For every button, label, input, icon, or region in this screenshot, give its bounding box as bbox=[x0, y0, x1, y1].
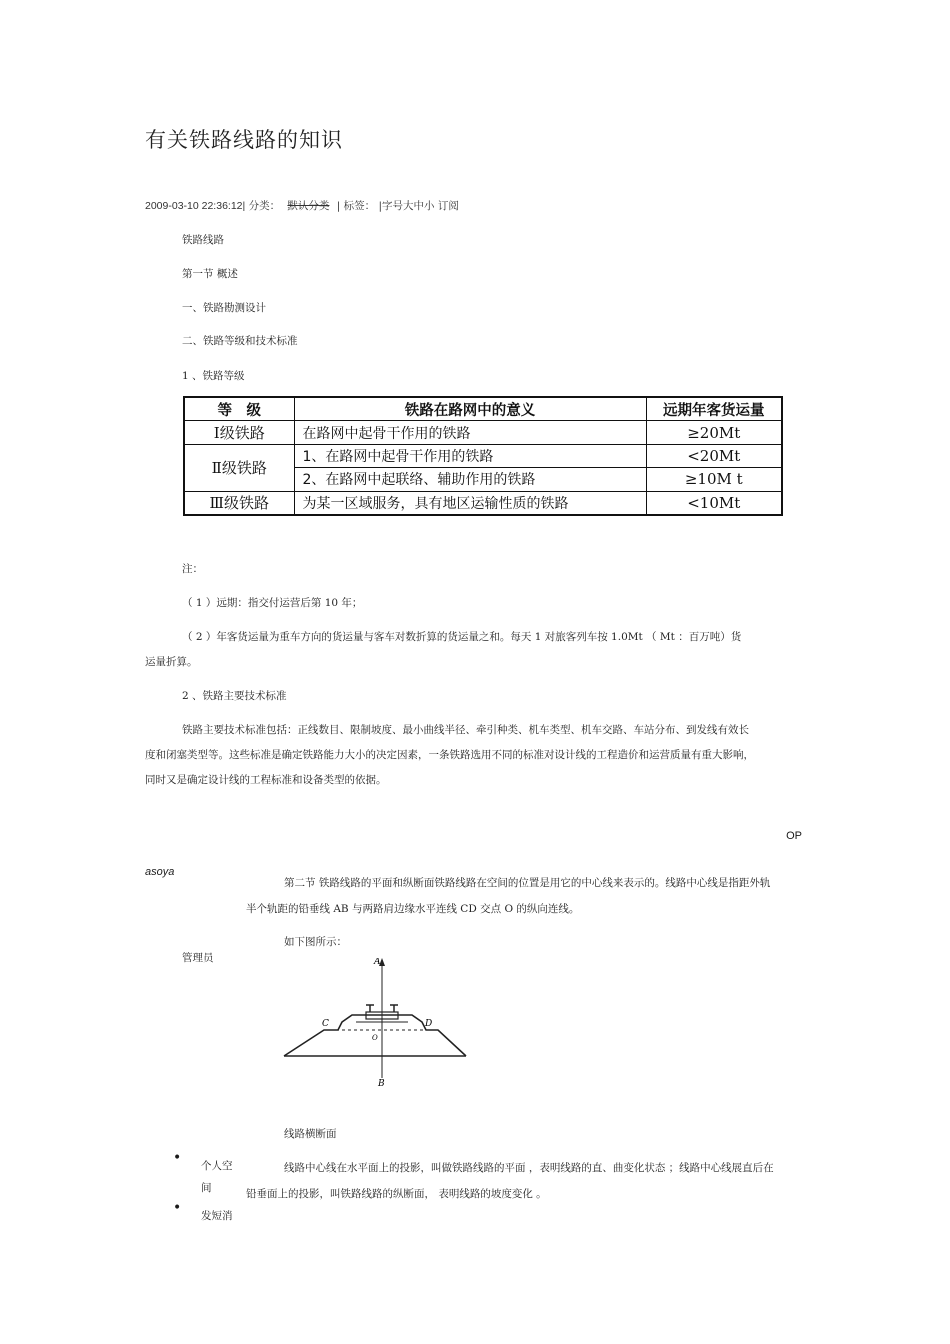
outline-item-1: 一、铁路勘测设计 bbox=[182, 302, 266, 314]
sidebar-username[interactable]: asoya bbox=[145, 866, 175, 878]
chapter-heading: 铁路线路 bbox=[182, 234, 224, 246]
sidebar-role: 管理员 bbox=[182, 952, 214, 964]
meaning-cell: 2、在路网中起联络、辅助作用的铁路 bbox=[294, 468, 646, 491]
note-1: （ 1 ）远期：指交付运营后第 10 年； bbox=[182, 597, 363, 609]
op-label: OP bbox=[786, 830, 802, 842]
meaning-cell: 1、在路网中起骨干作用的铁路 bbox=[294, 444, 646, 467]
figure-caption: 线路横断面 bbox=[284, 1128, 337, 1140]
cross-section-diagram bbox=[280, 958, 470, 1088]
section1-heading: 第一节 概述 bbox=[182, 268, 238, 280]
grade-cell: Ⅲ级铁路 bbox=[184, 491, 294, 515]
section2-text-1: 线路中心线在水平面上的投影，叫做铁路线路的平面 ，表明线路的直、曲变化状态 ；线路中心线展直后在 bbox=[284, 1162, 774, 1174]
label-c: C bbox=[322, 1019, 329, 1029]
meaning-cell: 为某一区域服务，具有地区运输性质的铁路 bbox=[294, 491, 646, 515]
label-o: O bbox=[372, 1034, 378, 1042]
category-label: 分类： bbox=[248, 200, 281, 212]
sidebar-link-space-1[interactable]: 个人空 bbox=[201, 1160, 233, 1172]
volume-cell: <10Mt bbox=[646, 491, 782, 515]
table-header-row bbox=[184, 397, 782, 421]
table-header: 等 级 bbox=[184, 397, 294, 421]
meaning-cell: 在路网中起骨干作用的铁路 bbox=[294, 421, 646, 444]
tags-and-font-size[interactable]: | 标签： |字号大中小 订阅 bbox=[336, 200, 459, 212]
section2-line-1: 第二节 铁路线路的平面和纵断面铁路线路在空间的位置是用它的中心线来表示的。线路中心线是指距外轨 bbox=[284, 877, 771, 889]
page-title: 有关铁路线路的知识 bbox=[145, 128, 343, 152]
label-d: D bbox=[425, 1019, 433, 1029]
post-meta bbox=[145, 198, 459, 213]
grade-cell: Ⅱ级铁路 bbox=[184, 444, 294, 491]
figure-intro: 如下图所示： bbox=[284, 936, 347, 948]
notes-label: 注： bbox=[182, 563, 203, 575]
sidebar-link-message[interactable]: 发短消 bbox=[201, 1210, 233, 1222]
railway-grade-table bbox=[183, 396, 783, 516]
post-datetime: 2009-03-10 22:36:12| bbox=[145, 200, 246, 212]
standards-line-2: 度和闭塞类型等。这些标准是确定铁路能力大小的决定因素，一条铁路选用不同的标准对设计线的工程造价和运营质量有重大影响， bbox=[145, 749, 754, 761]
label-a: A bbox=[374, 958, 381, 967]
outline-item-2: 二、铁路等级和技术标准 bbox=[182, 335, 298, 347]
label-b: B bbox=[378, 1079, 385, 1088]
note-2-line-1: （ 2 ）年客货运量为重车方向的货运量与客车对数折算的货运量之和。每天 1 对旅客列车按 1.0Mt （ Mt ：百万吨）货 bbox=[182, 631, 742, 643]
subheading-standards: 2 、铁路主要技术标准 bbox=[182, 690, 287, 702]
note-2-line-2: 运量折算。 bbox=[145, 656, 198, 668]
standards-line-3: 同时又是确定设计线的工程标准和设备类型的依据。 bbox=[145, 774, 387, 786]
table-row bbox=[184, 444, 782, 467]
table-header: 远期年客货运量 bbox=[646, 397, 782, 421]
category-link[interactable]: 默认分类 bbox=[287, 200, 330, 212]
volume-cell: ≥10M t bbox=[646, 468, 782, 491]
grade-cell: Ⅰ级铁路 bbox=[184, 421, 294, 444]
volume-cell: <20Mt bbox=[646, 444, 782, 467]
section2-line-2: 半个轨距的铅垂线 AB 与两路肩边缘水平连线 CD 交点 O 的纵向连线。 bbox=[246, 903, 580, 915]
standards-line-1: 铁路主要技术标准包括：正线数目、限制坡度、最小曲线半径、牵引种类、机车类型、机车交路、车站分布、到发线有效长 bbox=[182, 724, 749, 736]
table-header: 铁路在路网中的意义 bbox=[294, 397, 646, 421]
sidebar-link-space-2[interactable]: 间 bbox=[201, 1182, 212, 1194]
subheading-grade: 1 、铁路等级 bbox=[182, 370, 245, 382]
bullet-icon: • bbox=[173, 1150, 182, 1166]
section2-text-2: 铅垂面上的投影，叫铁路线路的纵断面， 表明线路的坡度变化 。 bbox=[246, 1188, 547, 1200]
table-row bbox=[184, 491, 782, 515]
bullet-icon: • bbox=[173, 1200, 182, 1216]
volume-cell: ≥20Mt bbox=[646, 421, 782, 444]
table-row bbox=[184, 421, 782, 444]
